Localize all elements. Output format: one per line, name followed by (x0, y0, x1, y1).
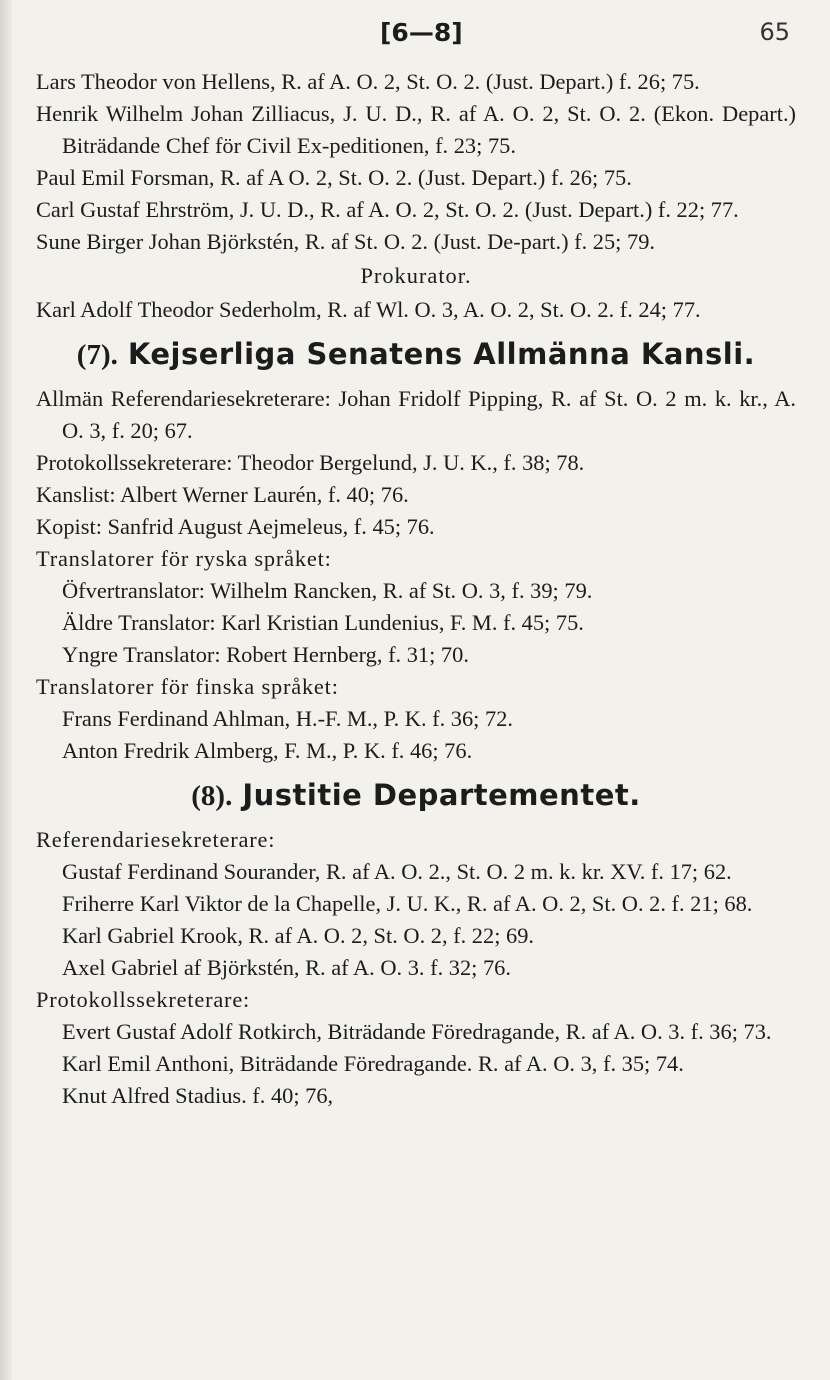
entry: Öfvertranslator: Wilhelm Rancken, R. af St. O. 3, f. 39; 79. (62, 578, 593, 603)
entry: Gustaf Ferdinand Sourander, R. af A. O. 2., St. O. 2 m. k. kr. XV. f. 17; 62. (62, 859, 732, 884)
group-label: Protokollssekreterare: (36, 987, 251, 1012)
section-number: (8). (191, 780, 233, 812)
entry: Henrik Wilhelm Johan Zilliacus, J. U. D., R. af A. O. 2, St. O. 2. (Ekon. Depart.) Biträdande Chef för Civil Ex-peditionen, f. 23; 75. (36, 101, 796, 158)
entry: Kanslist: Albert Werner Laurén, f. 40; 76. (36, 482, 409, 507)
entry: Knut Alfred Stadius. f. 40; 76, (62, 1083, 334, 1108)
entry: Evert Gustaf Adolf Rotkirch, Biträdande Föredragande, R. af A. O. 3. f. 36; 73. (62, 1019, 772, 1044)
signature-mark: [6—8] (380, 18, 463, 47)
section-title: Justitie Departementet. (242, 778, 641, 812)
page-number: 65 (759, 18, 790, 46)
section-heading-8 (36, 767, 796, 824)
entry: Äldre Translator: Karl Kristian Lundenius, F. M. f. 45; 75. (62, 610, 584, 635)
entry: Karl Adolf Theodor Sederholm, R. af Wl. O. 3, A. O. 2, St. O. 2. f. 24; 77. (36, 297, 701, 322)
entry: Sune Birger Johan Björkstén, R. af St. O. 2. (Just. De-part.) f. 25; 79. (36, 229, 655, 254)
entry: Anton Fredrik Almberg, F. M., P. K. f. 46; 76. (62, 738, 473, 763)
entry: Protokollssekreterare: Theodor Bergelund, J. U. K., f. 38; 78. (36, 450, 585, 475)
group-label: Referendariesekreterare: (36, 827, 276, 852)
prokurator-heading: Prokurator. (360, 263, 472, 288)
entry: Paul Emil Forsman, R. af A O. 2, St. O. 2. (Just. Depart.) f. 26; 75. (36, 165, 632, 190)
entry: Kopist: Sanfrid August Aejmeleus, f. 45; 76. (36, 514, 435, 539)
section-title: Kejserliga Senatens Allmänna Kansli. (127, 337, 756, 371)
entry: Frans Ferdinand Ahlman, H.-F. M., P. K. f. 36; 72. (62, 706, 513, 731)
entry: Friherre Karl Viktor de la Chapelle, J. U. K., R. af A. O. 2, St. O. 2. f. 21; 68. (62, 891, 753, 916)
section-heading-7 (36, 326, 796, 383)
group-label: Translatorer för finska språket: (36, 674, 339, 699)
entry: Axel Gabriel af Björkstén, R. af A. O. 3. f. 32; 76. (62, 955, 511, 980)
entry: Allmän Referendariesekreterare: Johan Fridolf Pipping, R. af St. O. 2 m. k. kr., A. O. 3, f. 20; 67. (36, 386, 796, 443)
page-gutter (0, 0, 12, 1380)
section-number: (7). (76, 339, 118, 371)
entry: Karl Gabriel Krook, R. af A. O. 2, St. O. 2, f. 22; 69. (62, 923, 535, 948)
entry: Carl Gustaf Ehrström, J. U. D., R. af A. O. 2, St. O. 2. (Just. Depart.) f. 22; 77. (36, 197, 739, 222)
entry: Lars Theodor von Hellens, R. af A. O. 2, St. O. 2. (Just. Depart.) f. 26; 75. (36, 69, 700, 94)
group-label: Translatorer för ryska språket: (36, 546, 332, 571)
page-header (0, 18, 830, 58)
entry: Karl Emil Anthoni, Biträdande Föredragande. R. af A. O. 3, f. 35; 74. (62, 1051, 684, 1076)
document-body (36, 66, 796, 1112)
entry: Yngre Translator: Robert Hernberg, f. 31; 70. (62, 642, 469, 667)
